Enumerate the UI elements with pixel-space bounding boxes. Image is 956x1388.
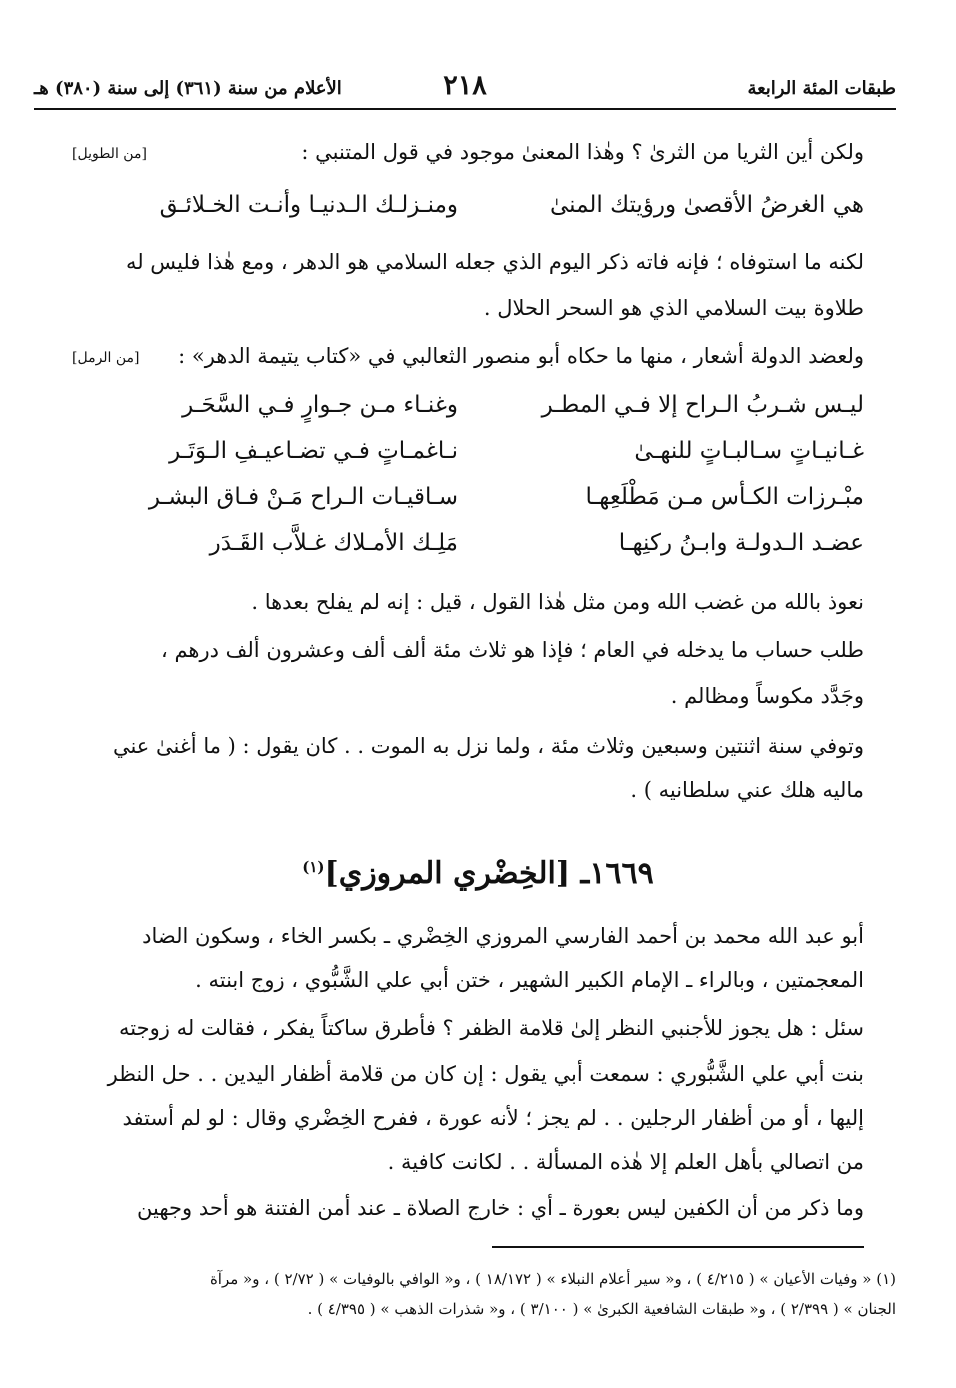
footnote-line-1: (١) « وفيات الأعيان » ( ٤/٢١٥ ) ، و« سير أعلام النبلاء » ( ١٨/١٧٢ ) ، و« الوافي بالوفيات » ( ٢/٧٢ ) ، و« مرآة [209, 1270, 896, 1288]
running-header [34, 72, 896, 106]
page-number: ٢١٨ [443, 70, 487, 101]
entry-paragraph-3-line-1: وما ذكر من أن الكفين ليس بعورة ـ أي : خارج الصلاة ـ عند أمن الفتنة هو أحد وجهين [137, 1196, 864, 1220]
paragraph-5-line-2: وجَدَّد مكوساً ومظالم . [670, 684, 864, 708]
verse-1-hemistich-left: ومنـزلـك الـدنيـا وأنـت الخـلائـق [159, 192, 458, 218]
paragraph-6-line-1: وتوفي سنة اثنتين وسبعين وثلاث مئة ، ولما نزل به الموت . . كان يقول : ( ما أغنىٰ عني [112, 734, 864, 758]
verse-hemistich-left: مَلِـك الأمـلاك غـلاَّب القَـدَر [209, 530, 458, 556]
paragraph-3: ولعضد الدولة أشعار ، منها ما حكاه أبو منصور الثعالبي في «كتاب يتيمة الدهر» : [178, 344, 864, 368]
verse-hemistich-right: ليـس شـربُ الـراح إلا فـي المطـر [541, 392, 864, 418]
verse-hemistich-left: وغنـاء مـن جـوارٍ فـي السَّحَـر [182, 392, 458, 418]
meter-label-1: [من الطويل] [72, 146, 147, 162]
entry-heading [0, 856, 956, 891]
entry-paragraph-2-line-1: سئل : هل يجوز للأجنبي النظر إلىٰ قلامة الظفر ؟ فأطرق ساكتاً يفكر ، فقالت له زوجته [119, 1016, 864, 1040]
header-rule [34, 108, 896, 110]
entry-paragraph-2-line-4: من اتصالي بأهل العلم إلا هٰذه المسألة . . لكانت كافية . [387, 1150, 864, 1174]
paragraph-2-line-1: لكنه ما استوفاه ؛ فإنه فاته ذكر اليوم الذي جعله السلامي هو الدهر ، ومع هٰذا فليس له [125, 250, 864, 274]
paragraph-5-line-1: طلب حساب ما يدخله في العام ؛ فإذا هو ثلاث مئة ألف ألف وعشرون ألف درهم ، [161, 638, 864, 662]
verse-hemistich-right: عضـد الـدولـة وابـنُ ركنِهـا [618, 530, 864, 556]
entry-paragraph-2-line-3: إليها ، أو من أظفار الرجلين . . لم يجز ؛ لأنه عورة ، ففرح الخِضْري وقال : لو لم أستفد [122, 1106, 864, 1130]
footnote-line-2: الجنان » ( ٢/٣٩٩ ) ، و« طبقات الشافعية الكبرىٰ » ( ٣/١٠٠ ) ، و« شذرات الذهب » ( ٤/٣٩٥ ) . [307, 1300, 896, 1318]
verse-hemistich-right: غـانيـاتٍ سـالبـاتٍ للنهـىٰ [634, 438, 864, 464]
entry-paragraph-2-line-2: بنت أبي علي الشَّبُّوري : سمعت أبي يقول : إن كان من قلامة أظفار اليدين . . حل النظر [107, 1062, 864, 1086]
verse-1-hemistich-right: هي الغرضُ الأقصىٰ ورؤيتك المنىٰ [549, 192, 864, 218]
paragraph-6-line-2: ماليه هلك عني سلطانيه ) . [630, 778, 864, 802]
entry-paragraph-1-line-1: أبو عبد الله محمد بن أحمد الفارسي المروزي الخِضْري ـ بكسر الخاء ، وسكون الضاد [142, 924, 864, 948]
verse-hemistich-left: سـاقيـات الـراح مَـنْ فـاق البشـر [148, 484, 458, 510]
meter-label-2: [من الرمل] [72, 350, 140, 366]
paragraph-4: نعوذ بالله من غضب الله ومن مثل هٰذا القول ، قيل : إنه لم يفلح بعدها . [251, 590, 864, 614]
entry-heading-text: ١٦٦٩ـ [الخِضْري المروزي] [324, 856, 654, 891]
header-section-title: طبقات المئة الرابعة [747, 78, 896, 99]
entry-paragraph-1-line-2: المعجمتين ، وبالراء ـ الإمام الكبير الشهير ، ختن أبي علي الشَّبُّوي ، زوج ابنته . [195, 968, 864, 992]
footnote-rule [492, 1246, 864, 1248]
footnote-ref: (١) [302, 858, 325, 876]
header-year-range: الأعلام من سنة (٣٦١) إلى سنة (٣٨٠) هـ [34, 78, 342, 99]
paragraph-1: ولكن أين الثريا من الثرىٰ ؟ وهٰذا المعنىٰ موجود في قول المتنبي : [301, 140, 864, 164]
verse-hemistich-left: نـاغمـاتٍ فـي تضـاعيـفِ الـوَتَـر [169, 438, 458, 464]
paragraph-2-line-2: طلاوة بيت السلامي الذي هو السحر الحلال . [483, 296, 864, 320]
verse-hemistich-right: مبْـرزات الكـأس مـن مَطْلَعِهـا [585, 484, 864, 510]
